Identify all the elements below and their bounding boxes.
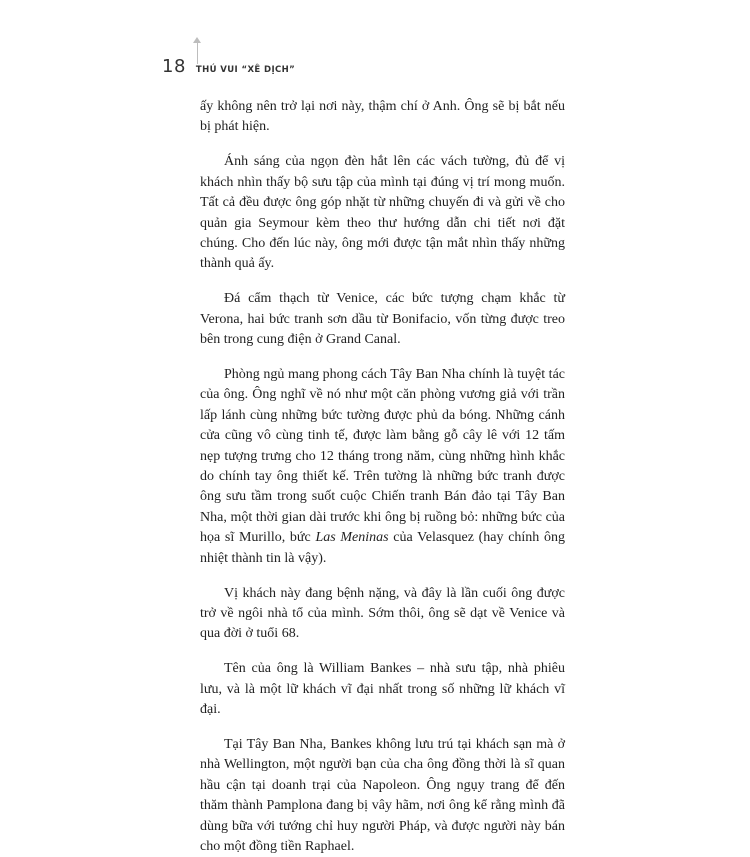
paragraph: Tên của ông là William Bankes – nhà sưu tập, nhà phiêu lưu, và là một lữ khách vĩ đại nhất trong số những lữ khách vĩ đại. [200, 661, 565, 718]
body-text [200, 97, 565, 857]
running-title: THÚ VUI “XÊ DỊCH” [195, 65, 296, 75]
paragraph: Vị khách này đang bệnh nặng, và đây là lần cuối ông được trở về ngôi nhà tổ của mình. Sớm thôi, ông sẽ dạt về Venice và qua đời ở tuổi 68. [200, 585, 565, 642]
page-header [162, 56, 295, 77]
paragraph: ấy không nên trở lại nơi này, thậm chí ở Anh. Ông sẽ bị bắt nếu bị phát hiện. [200, 99, 565, 135]
paragraph: Ánh sáng của ngọn đèn hắt lên các vách tường, đủ để vị khách nhìn thấy bộ sưu tập của mình tại đúng vị trí mong muốn. Tất cả đều được ông góp nhặt từ những chuyến đi và gửi về cho quản gia Seymour kèm theo thư hướng dẫn chi tiết nơi đặt chúng. Cho đến lúc này, ông mới được tận mắt nhìn thấy những thành quả ấy. [200, 154, 565, 272]
paragraph: Phòng ngủ mang phong cách Tây Ban Nha chính là tuyệt tác của ông. Ông nghĩ về nó như một căn phòng vương giả với trần lấp lánh cùng những bức tường được phủ da bóng. Những cánh cửa cũng vô cùng tinh tế, được làm bằng gỗ cây lê với 12 tấm nẹp tượng trưng cho 12 tháng trong năm, cùng những hình khắc do chính tay ông thiết kế. Trên tường là những bức tranh được ông sưu tầm trong suốt cuộc Chiến tranh Bán đảo tại Tây Ban Nha, một thời gian dài trước khi ông bị ruồng bỏ: những bức của họa sĩ Murillo, bức Las Meninas của Velasquez (hay chính ông nhiệt thành tin là vậy). [200, 366, 566, 566]
page-number: 18 [162, 56, 186, 77]
paragraph: Tại Tây Ban Nha, Bankes không lưu trú tại khách sạn mà ở nhà Wellington, một người bạn của cha ông đồng thời là sĩ quan hầu cận tại doanh trại của Napoleon. Ông ngụy trang để đến thăm thành Pamplona đang bị vây hãm, nơi ông kể rằng mình đã dùng bữa với tướng chỉ huy người Pháp, và được người này bán cho một đồng tiền Raphael. [200, 736, 565, 854]
paragraph: Đá cẩm thạch từ Venice, các bức tượng chạm khắc từ Verona, hai bức tranh sơn dầu từ Bonifacio, vốn từng được treo bên trong cung điện ở Grand Canal. [200, 291, 565, 348]
artwork-title: Las Meninas [315, 530, 389, 546]
